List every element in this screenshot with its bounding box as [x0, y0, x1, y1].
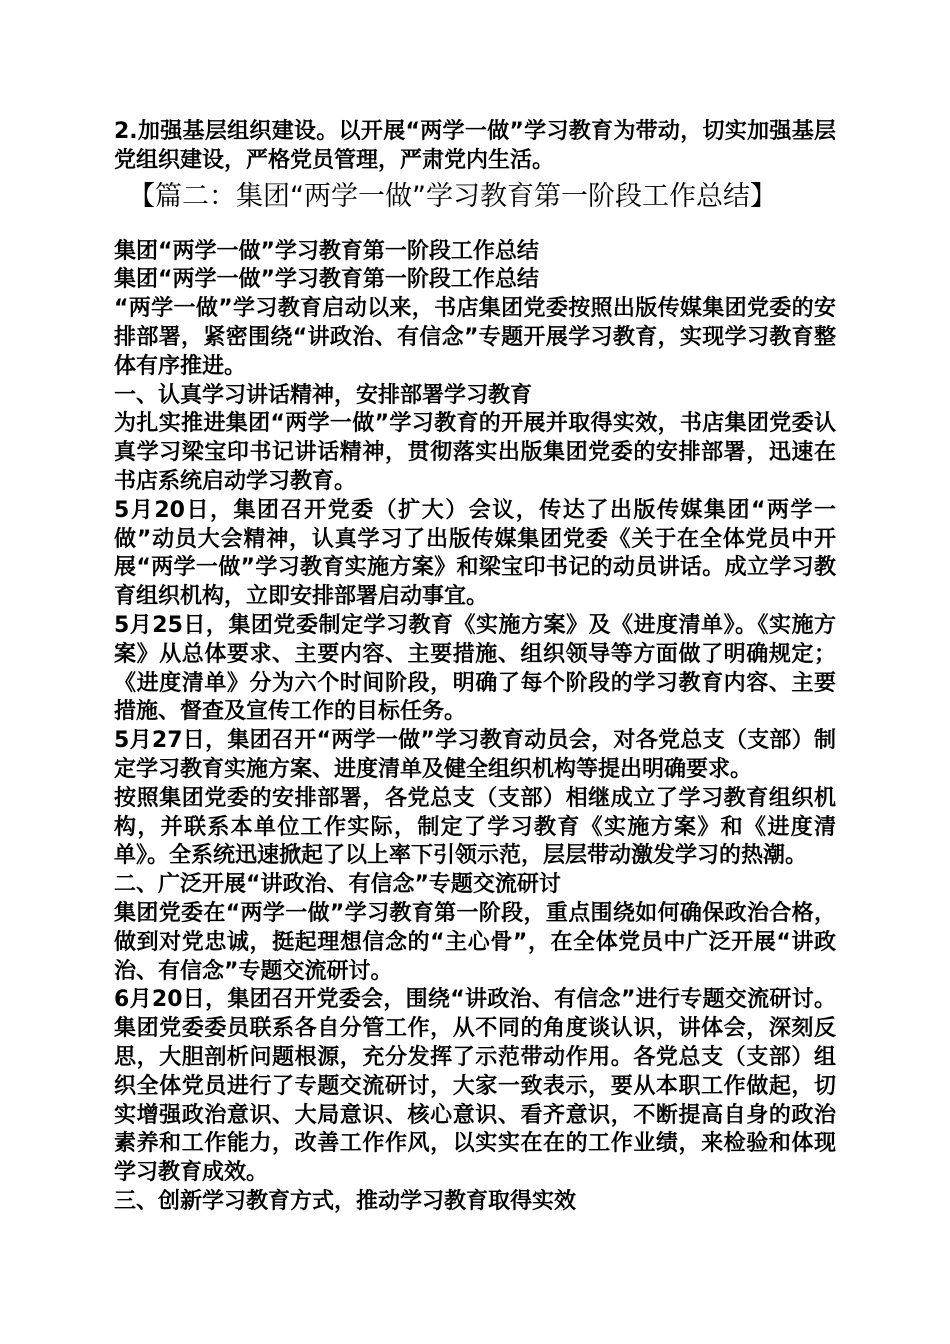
document-title-repeat: 集团“两学一做”学习教育第一阶段工作总结: [114, 267, 539, 293]
paragraph-study-speech: 为扎实推进集团“两学一做”学习教育的开展并取得实效，书店集团党委认真学习梁宝印书记讲话精神，贯彻落实出版集团党委的安排部署，迅速在书店系统启动学习教育。: [114, 411, 836, 494]
subheading-one: 一、认真学习讲话精神，安排部署学习教育: [114, 382, 533, 408]
section-heading-part-two: 【篇二：集团“两学一做”学习教育第一阶段工作总结】: [128, 180, 777, 212]
paragraph-intro-item-2: 2.加强基层组织建设。以开展“两学一做”学习教育为带动，切实加强基层党组织建设，严格党员管理，严肃党内生活。: [114, 119, 836, 173]
paragraph-june-20: 6月20日，集团召开党委会，围绕“讲政治、有信念”进行专题交流研讨。集团党委委员联系各自分管工作，从不同的角度谈认识，讲体会，深刻反思，大胆剖析问题根源，充分发挥了示范带动作用。各党总支（支部）组织全体党员进行了专题交流研讨，大家一致表示，要从本职工作做起，切实增强政治意识、大局意识、核心意识、看齐意识，不断提高自身的政治素养和工作能力，改善工作作风，以实实在在的工作业绩，来检验和体现学习教育成效。: [114, 987, 836, 1186]
paragraph-may-20: 5月20日，集团召开党委（扩大）会议，传达了出版传媒集团“两学一做”动员大会精神，认真学习了出版传媒集团党委《关于在全体党员中开展“两学一做”学习教育实施方案》和梁宝印书记的动员讲话。成立学习教育组织机构，立即安排部署启动事宜。: [114, 497, 836, 610]
paragraph-may-25: 5月25日，集团党委制定学习教育《实施方案》及《进度清单》。《实施方案》从总体要求、主要内容、主要措施、组织领导等方面做了明确规定；《进度清单》分为六个时间阶段，明确了每个阶段的学习教育内容、主要措施、督查及宣传工作的目标任务。: [114, 612, 836, 725]
paragraph-may-27: 5月27日，集团召开“两学一做”学习教育动员会，对各党总支（支部）制定学习教育实施方案、进度清单及健全组织机构等提出明确要求。: [114, 728, 836, 782]
subheading-three: 三、创新学习教育方式，推动学习教育取得实效: [114, 1188, 577, 1214]
subheading-two: 二、广泛开展“讲政治、有信念”专题交流研讨: [114, 872, 561, 898]
paragraph-branches: 按照集团党委的安排部署，各党总支（支部）相继成立了学习教育组织机构，并联系本单位工作实际，制定了学习教育《实施方案》和《进度清单》。全系统迅速掀起了以上率下引领示范，层层带动激发学习的热潮。: [114, 785, 836, 869]
paragraph-opening: “两学一做”学习教育启动以来，书店集团党委按照出版传媒集团党委的安排部署，紧密围绕“讲政治、有信念”专题开展学习教育，实现学习教育整体有序推进。: [114, 296, 836, 379]
blank-line: [114, 216, 836, 238]
paragraph-first-stage: 集团党委在“两学一做”学习教育第一阶段，重点围绕如何确保政治合格，做到对党忠诚，挺起理想信念的“主心骨”，在全体党员中广泛开展“讲政治、有信念”专题交流研讨。: [114, 900, 836, 984]
document-page: [114, 118, 836, 1217]
document-title: 集团“两学一做”学习教育第一阶段工作总结: [114, 238, 539, 264]
